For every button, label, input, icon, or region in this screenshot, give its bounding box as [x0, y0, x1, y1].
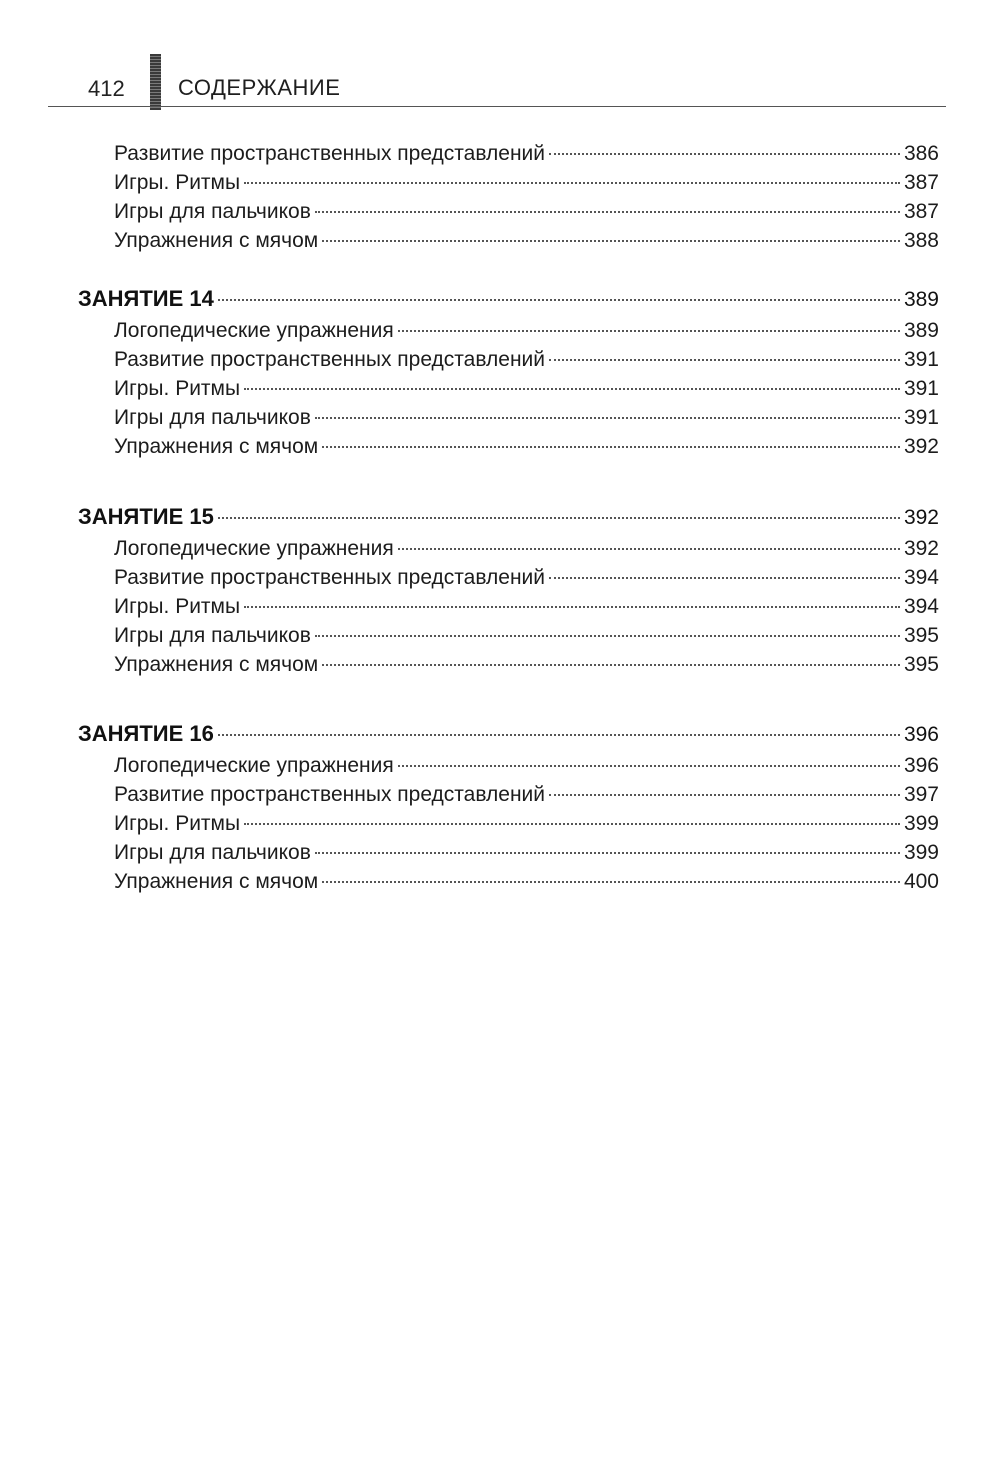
toc-entry[interactable] [78, 197, 939, 226]
toc-entry-label: Игры для пальчиков [114, 406, 311, 429]
toc-entry-label: Игры для пальчиков [114, 200, 311, 223]
toc-entry[interactable] [78, 345, 939, 374]
toc-entry-label: Развитие пространственных представлений [114, 142, 546, 165]
toc-dot-leader [244, 823, 900, 825]
toc-dot-leader [398, 548, 900, 550]
toc-entry[interactable] [78, 534, 939, 563]
toc-dot-leader [315, 211, 900, 213]
toc-entry[interactable] [78, 621, 939, 650]
toc-entry-label: Игры. Ритмы [114, 171, 241, 194]
toc-entry-label: Развитие пространственных представлений [114, 783, 546, 806]
toc-entry[interactable] [78, 168, 939, 197]
toc-section-page: 389 [903, 288, 939, 311]
toc-entry-page: 392 [903, 435, 939, 458]
toc-entry-page: 394 [903, 566, 939, 589]
toc-entry-page: 395 [903, 653, 939, 676]
toc-entry-label: Упражнения с мячом [114, 653, 319, 676]
toc-entry-label: Логопедические упражнения [114, 537, 394, 560]
toc-entry[interactable] [78, 838, 939, 867]
toc-entry[interactable] [78, 780, 939, 809]
toc-dot-leader [244, 388, 900, 390]
toc-entry-page: 391 [903, 406, 939, 429]
running-title: СОДЕРЖАНИЕ [178, 75, 341, 100]
toc-entry-label: Упражнения с мячом [114, 435, 319, 458]
toc-section-16 [78, 717, 939, 896]
page-number: 412 [88, 76, 125, 101]
toc-section-heading[interactable] [78, 717, 939, 751]
toc-dot-leader [218, 517, 900, 519]
toc-continued-group [78, 139, 939, 255]
toc-dot-leader [549, 577, 900, 579]
toc-dot-leader [322, 664, 900, 666]
toc-entry[interactable] [78, 751, 939, 780]
toc-entry[interactable] [78, 563, 939, 592]
toc-dot-leader [315, 635, 900, 637]
page-header [48, 68, 946, 108]
toc-entry[interactable] [78, 867, 939, 896]
toc-entry-label: Развитие пространственных представлений [114, 566, 546, 589]
toc-dot-leader [549, 359, 900, 361]
toc-dot-leader [315, 417, 900, 419]
toc-section-heading[interactable] [78, 282, 939, 316]
toc-entry[interactable] [78, 403, 939, 432]
toc-section-14 [78, 282, 939, 461]
toc-dot-leader [218, 734, 900, 736]
toc-dot-leader [322, 881, 900, 883]
toc-entry-page: 392 [903, 537, 939, 560]
toc-dot-leader [218, 299, 900, 301]
toc-entry-label: Логопедические упражнения [114, 319, 394, 342]
toc-entry[interactable] [78, 432, 939, 461]
toc-section-page: 392 [903, 506, 939, 529]
toc-entry-label: Логопедические упражнения [114, 754, 394, 777]
toc-entry-page: 388 [903, 229, 939, 252]
toc-entry[interactable] [78, 809, 939, 838]
toc-entry-label: Упражнения с мячом [114, 870, 319, 893]
toc-entry-label: Игры для пальчиков [114, 841, 311, 864]
toc-entry-page: 395 [903, 624, 939, 647]
toc-entry-page: 396 [903, 754, 939, 777]
toc-dot-leader [398, 765, 900, 767]
toc-dot-leader [549, 153, 900, 155]
toc-entry-page: 387 [903, 200, 939, 223]
toc-entry-page: 399 [903, 841, 939, 864]
toc-entry-label: Упражнения с мячом [114, 229, 319, 252]
toc-dot-leader [398, 330, 900, 332]
toc-dot-leader [244, 182, 900, 184]
toc-section-title: ЗАНЯТИЕ 16 [78, 721, 214, 746]
toc-entry-label: Игры. Ритмы [114, 812, 241, 835]
toc-dot-leader [322, 240, 900, 242]
toc-entry-page: 394 [903, 595, 939, 618]
toc-entry[interactable] [78, 374, 939, 403]
header-bar-ornament [150, 54, 161, 110]
toc-entry-label: Развитие пространственных представлений [114, 348, 546, 371]
toc-entry-page: 387 [903, 171, 939, 194]
toc-entry[interactable] [78, 650, 939, 679]
toc-entry-page: 389 [903, 319, 939, 342]
toc-section-title: ЗАНЯТИЕ 14 [78, 286, 214, 311]
toc-section-heading[interactable] [78, 500, 939, 534]
toc-entry[interactable] [78, 226, 939, 255]
toc-dot-leader [244, 606, 900, 608]
toc-entry[interactable] [78, 592, 939, 621]
toc-entry-page: 386 [903, 142, 939, 165]
toc-dot-leader [549, 794, 900, 796]
toc-entry-label: Игры. Ритмы [114, 595, 241, 618]
toc-entry-label: Игры. Ритмы [114, 377, 241, 400]
toc-section-15 [78, 500, 939, 679]
toc-entry-page: 391 [903, 348, 939, 371]
toc-entry-page: 399 [903, 812, 939, 835]
toc-entry[interactable] [78, 316, 939, 345]
toc-entry[interactable] [78, 139, 939, 168]
toc-section-title: ЗАНЯТИЕ 15 [78, 504, 214, 529]
toc-entry-page: 397 [903, 783, 939, 806]
header-rule [48, 106, 946, 107]
toc-entry-page: 400 [903, 870, 939, 893]
toc-dot-leader [322, 446, 900, 448]
toc-section-page: 396 [903, 723, 939, 746]
toc-entry-page: 391 [903, 377, 939, 400]
toc-dot-leader [315, 852, 900, 854]
toc-entry-label: Игры для пальчиков [114, 624, 311, 647]
